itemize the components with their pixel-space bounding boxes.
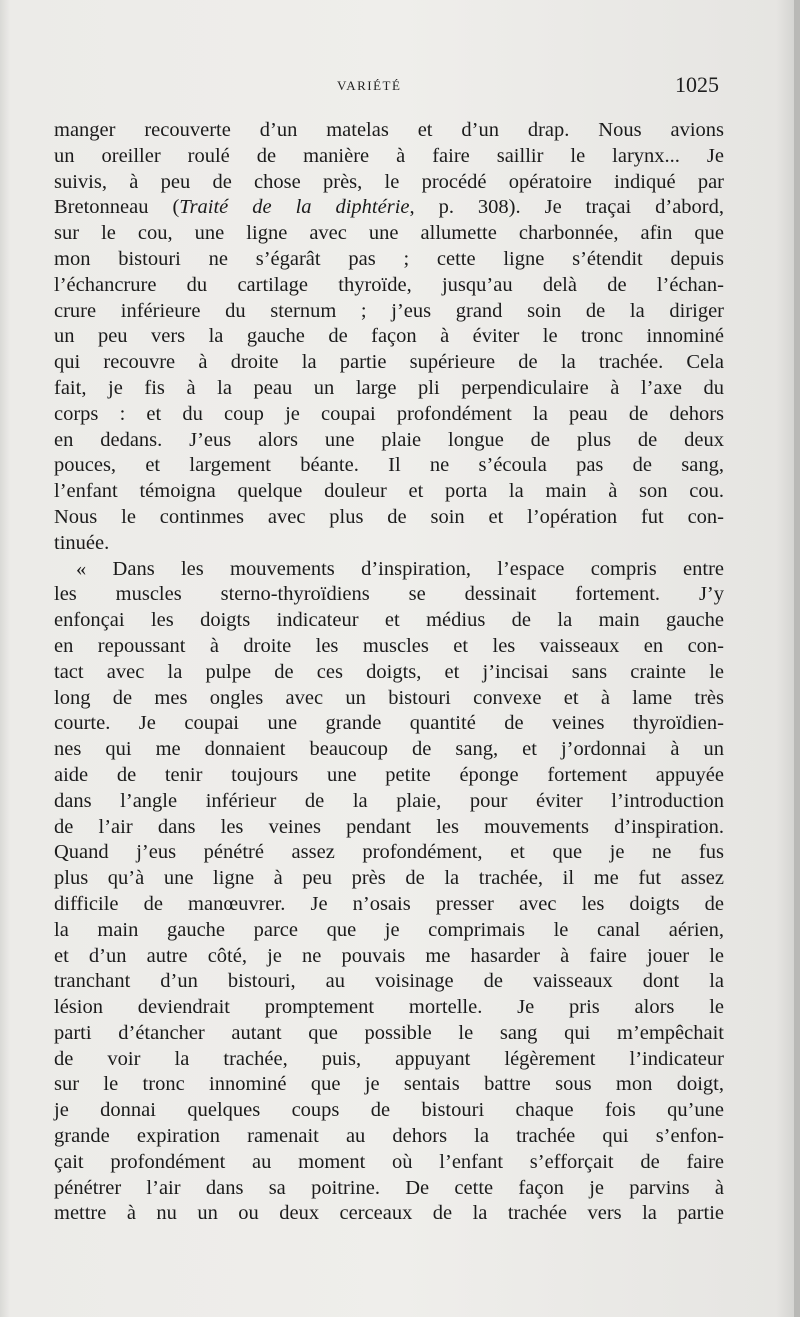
text-line: enfonçai les doigts indicateur et médius de la main gauche (54, 609, 724, 632)
page-gutter-shadow (794, 0, 800, 1317)
text-line: plus qu’à une ligne à peu près de la trachée, il me fut assez (54, 867, 724, 890)
text-line: la main gauche parce que je comprimais le canal aérien, (54, 918, 724, 941)
body-text (54, 118, 724, 1227)
text-line: un oreiller roulé de manière à faire saillir le larynx... Je (54, 144, 724, 167)
text-line: tranchant d’un bistouri, au voisinage de vaisseaux dont la (54, 970, 724, 993)
text-line: pénétrer l’air dans sa poitrine. De cette façon je parvins à (54, 1176, 724, 1199)
text-line: nes qui me donnaient beaucoup de sang, et j’ordonnai à un (54, 738, 724, 761)
text-line: courte. Je coupai une grande quantité de veines thyroïdien- (54, 712, 724, 735)
text-line: en dedans. J’eus alors une plaie longue de plus de deux (54, 428, 724, 451)
text-line: mon bistouri ne s’égarât pas ; cette ligne s’étendit depuis (54, 247, 724, 270)
page-number: 1025 (675, 72, 719, 97)
text-line: l’enfant témoigna quelque douleur et porta la main à son cou. (54, 480, 724, 503)
running-title: VARIÉTÉ (337, 78, 402, 93)
text-line: dans l’angle inférieur de la plaie, pour éviter l’introduction (54, 789, 724, 812)
text-line: je donnai quelques coups de bistouri chaque fois qu’une (54, 1099, 724, 1122)
text-line: corps : et du coup je coupai profondément la peau de dehors (54, 402, 724, 425)
text-line: pouces, et largement béante. Il ne s’écoula pas de sang, (54, 454, 724, 477)
text-line: les muscles sterno-thyroïdiens se dessinait fortement. J’y (54, 583, 724, 606)
text-line: long de mes ongles avec un bistouri convexe et à lame très (54, 686, 724, 709)
text-line: difficile de manœuvrer. Je n’osais presser avec les doigts de (54, 892, 724, 915)
text-line: mettre à nu un ou deux cerceaux de la trachée vers la partie (54, 1202, 724, 1225)
paragraph-start-line: « Dans les mouvements d’inspiration, l’espace compris entre (76, 557, 724, 580)
text-line: aide de tenir toujours une petite éponge fortement appuyée (54, 763, 724, 786)
text-line: Nous le continmes avec plus de soin et l’opération fut con- (54, 505, 724, 528)
text-line: suivis, à peu de chose près, le procédé opératoire indiqué par (54, 170, 724, 193)
text-line: un peu vers la gauche de façon à éviter le tronc innominé (54, 325, 724, 348)
text-line: sur le tronc innominé que je sentais battre sous mon doigt, (54, 1073, 724, 1096)
text-line: tact avec la pulpe de ces doigts, et j’incisai sans crainte le (54, 660, 724, 683)
text-line: sur le cou, une ligne avec une allumette charbonnée, afin que (54, 222, 724, 245)
text-line: Quand j’eus pénétré assez profondément, et que je ne fus (54, 841, 724, 864)
text-line: crure inférieure du sternum ; j’eus grand soin de la diriger (54, 299, 724, 322)
text-line: de voir la trachée, puis, appuyant légèrement l’indicateur (54, 1047, 724, 1070)
text-line: et d’un autre côté, je ne pouvais me hasarder à faire jouer le (54, 944, 724, 967)
running-head (0, 72, 800, 102)
text-line: fait, je fis à la peau un large pli perpendiculaire à l’axe du (54, 376, 724, 399)
text-line: çait profondément au moment où l’enfant s’efforçait de faire (54, 1150, 724, 1173)
text-line: parti d’étancher autant que possible le sang qui m’empêchait (54, 1021, 724, 1044)
text-line-with-citation: Bretonneau (Traité de la diphtérie, p. 308). Je traçai d’abord, (54, 196, 725, 219)
book-title-citation: Traité de la diphtérie (179, 196, 410, 219)
text-line: lésion deviendrait promptement mortelle. Je pris alors le (54, 996, 724, 1019)
text-line: de l’air dans les veines pendant les mouvements d’inspiration. (54, 815, 724, 838)
text-line: l’échancrure du cartilage thyroïde, jusqu’au delà de l’échan- (54, 273, 724, 296)
text-line: qui recouvre à droite la partie supérieure de la trachée. Cela (54, 351, 724, 374)
text-line: en repoussant à droite les muscles et les vaisseaux en con- (54, 634, 724, 657)
paragraph-end-line: tinuée. (54, 531, 110, 554)
text-line: manger recouverte d’un matelas et d’un drap. Nous avions (54, 119, 724, 141)
text-line: grande expiration ramenait au dehors la trachée qui s’enfon- (54, 1125, 724, 1148)
